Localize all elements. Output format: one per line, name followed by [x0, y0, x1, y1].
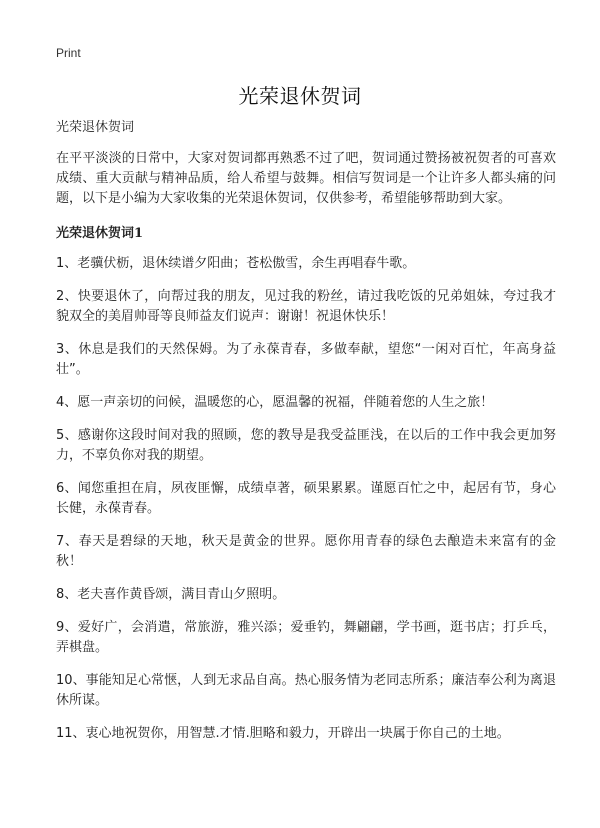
- greeting-item: 1、老骥伏枥，退休续谱夕阳曲；苍松傲雪，余生再唱春牛歌。: [56, 256, 416, 271]
- greeting-item: 8、老夫喜作黄昏颂，满目青山夕照明。: [56, 587, 286, 602]
- greeting-item: 10、事能知足心常惬，人到无求品自高。热心服务情为老同志所系；廉洁奉公利为离退休所谋。: [56, 673, 556, 708]
- greeting-item: 5、感谢你这段时间对我的照顾，您的教导是我受益匪浅，在以后的工作中我会更加努力，不辜负你对我的期望。: [56, 428, 556, 463]
- greeting-item: 4、愿一声亲切的问候，温暖您的心，愿温馨的祝福，伴随着您的人生之旅！: [56, 395, 494, 410]
- document-title: 光荣退休贺词: [238, 84, 362, 108]
- intro-paragraph: 在平平淡淡的日常中，大家对贺词都再熟悉不过了吧，贺词通过赞扬被祝贺者的可喜欢成绩、重大贡献与精神品质，给人希望与鼓舞。相信写贺词是一个让许多人都头痛的问题，以下是小编为大家收集的光荣退休贺词，仅供参考，希望能够帮助到大家。: [56, 151, 556, 206]
- greetings-list: [56, 254, 556, 744]
- greeting-item: 9、爱好广，会消遣，常旅游，雅兴添；爱垂钓，舞翩翩，学书画，逛书店；打乒乓，弄棋盘。: [56, 620, 556, 655]
- greeting-item: 6、闻您重担在肩，夙夜匪懈，成绩卓著，硕果累累。谨愿百忙之中，起居有节，身心长健，永葆青春。: [56, 481, 556, 516]
- greeting-item: 2、快要退休了，向帮过我的朋友，见过我的粉丝，请过我吃饭的兄弟姐妹，夸过我才貌双全的美眉帅哥等良师益友们说声：谢谢！祝退休快乐！: [56, 289, 556, 324]
- document-body: [56, 118, 556, 757]
- greeting-item: 11、衷心地祝贺你，用智慧.才情.胆略和毅力，开辟出一块属于你自己的土地。: [56, 726, 510, 741]
- print-link[interactable]: Print: [56, 46, 81, 60]
- section-heading: 光荣退休贺词1: [56, 226, 144, 241]
- greeting-item: 3、休息是我们的天然保姆。为了永葆青春，多做奉献，望您“一闲对百忙，年高身益壮”。: [56, 342, 556, 377]
- greeting-item: 7、春天是碧绿的天地，秋天是黄金的世界。愿你用青春的绿色去酿造未来富有的金秋！: [56, 534, 556, 569]
- document-subtitle: 光荣退休贺词: [56, 120, 135, 135]
